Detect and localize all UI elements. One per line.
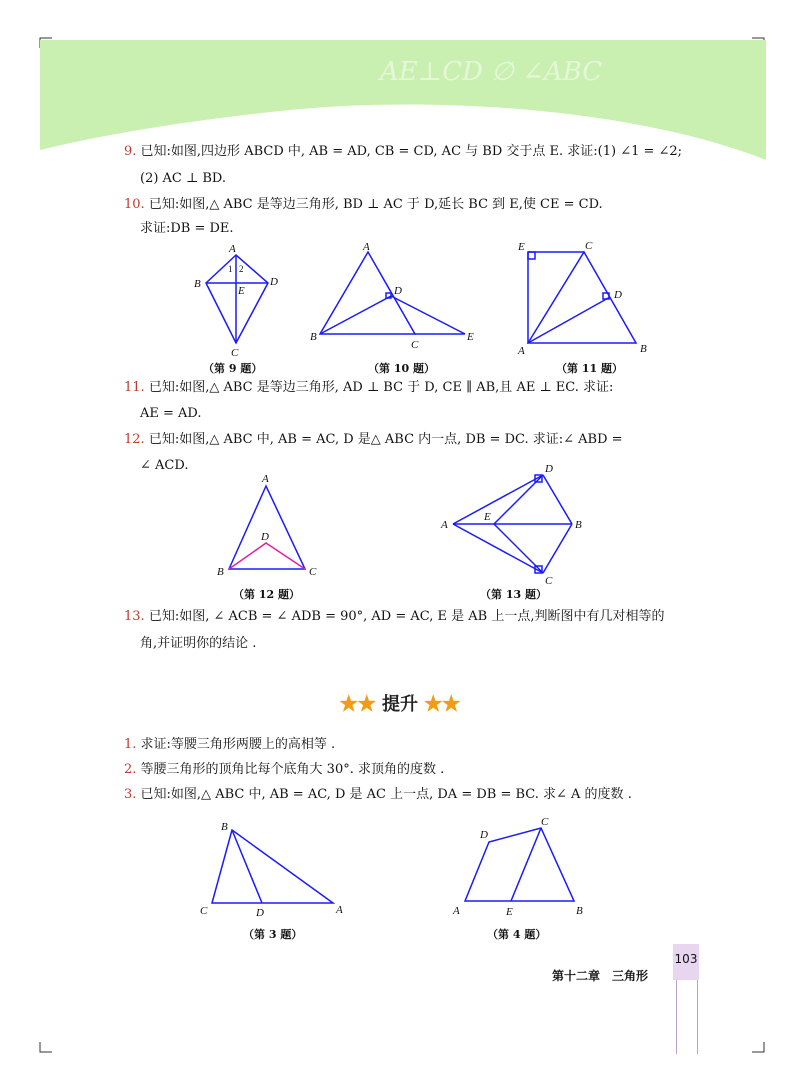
fig9-label-1: 1 (228, 264, 233, 274)
fig9-label-E: E (238, 285, 245, 297)
fig13-label-A: A (441, 519, 448, 531)
caption-fig-10: （第 10 题） (368, 362, 435, 375)
fig11-label-B: B (640, 343, 647, 355)
fig10-label-D: D (394, 285, 402, 297)
fig4-label-E: E (506, 906, 513, 918)
problem-10-number: 10. (124, 197, 145, 212)
advanced-3-text: 已知:如图,△ ABC 中, AB = AC, D 是 AC 上一点, DA = DB = BC. 求∠ A 的度数 . (140, 787, 632, 802)
caption-fig-4: （第 4 题） (487, 928, 547, 941)
advanced-1-text: 求证:等腰三角形两腰上的高相等 . (140, 737, 336, 752)
fig4-label-B: B (576, 905, 583, 917)
fig11-label-A: A (518, 345, 525, 357)
caption-fig-11: （第 11 题） (556, 362, 623, 375)
fig13-label-C: C (545, 575, 553, 587)
fig10-label-B: B (310, 331, 317, 343)
fig10-label-E: E (467, 331, 474, 343)
fig3-label-A: A (336, 904, 343, 916)
fig13-label-B: B (575, 519, 582, 531)
fig4-label-D: D (480, 829, 488, 841)
problem-10-line-2: 求证:DB = DE. (140, 221, 234, 236)
fig4-label-A: A (453, 905, 460, 917)
problem-12-line-2: ∠ ACD. (140, 458, 189, 473)
fig4-label-C: C (541, 816, 549, 828)
banner-decor-text: AE⊥CD ∅ ∠ABC (380, 57, 603, 87)
problem-12-number: 12. (124, 432, 145, 447)
advanced-2-number: 2. (124, 762, 137, 777)
advanced-1-number: 1. (124, 737, 137, 752)
caption-fig-3: （第 3 题） (243, 928, 303, 941)
fig10-label-C: C (411, 339, 419, 351)
problem-9-number: 9. (124, 144, 137, 159)
problem-9-text: 已知:如图,四边形 ABCD 中, AB = AD, CB = CD, AC 与 BD 交于点 E. 求证:(1) ∠1 = ∠2; (140, 144, 683, 159)
problem-13-text: 已知:如图, ∠ ACB = ∠ ADB = 90°, AD = AC, E 是 AB 上一点,判断图中有几对相等的 (148, 609, 665, 624)
caption-fig-13: （第 13 题） (480, 588, 547, 601)
fig9-label-B: B (194, 278, 201, 290)
fig13-label-D: D (545, 463, 553, 475)
problem-11-text: 已知:如图,△ ABC 是等边三角形, AD ⊥ BC 于 D, CE ∥ AB,且 AE ⊥ EC. 求证: (148, 380, 614, 395)
problem-11-line-2: AE = AD. (140, 406, 202, 421)
fig12-label-B: B (217, 566, 224, 578)
fig12-label-A: A (262, 473, 269, 485)
fig3-label-C: C (200, 905, 208, 917)
problem-13-number: 13. (124, 609, 145, 624)
fig9-label-2: 2 (239, 264, 244, 274)
fig11-label-E: E (518, 241, 525, 253)
problem-11-number: 11. (124, 380, 145, 395)
fig9-label-D: D (270, 276, 278, 288)
figure-3 (212, 830, 333, 903)
problem-12-text: 已知:如图,△ ABC 中, AB = AC, D 是△ ABC 内一点, DB = DC. 求证:∠ ABD = (148, 432, 623, 447)
problem-13-line-2: 角,并证明你的结论 . (140, 636, 257, 651)
page-number: 103 (674, 952, 698, 966)
star-icon: ★★ (339, 694, 376, 715)
advanced-3-number: 3. (124, 787, 137, 802)
star-icon: ★★ (424, 694, 461, 715)
fig3-label-B: B (221, 821, 228, 833)
chapter-footer: 第十二章 三角形 (552, 969, 649, 983)
section-title-text: 提升 (382, 694, 418, 715)
caption-fig-12: （第 12 题） (233, 588, 300, 601)
fig9-label-C: C (231, 347, 239, 359)
fig13-label-E: E (484, 511, 491, 523)
fig11-label-C: C (585, 240, 593, 252)
fig3-label-D: D (256, 907, 264, 919)
caption-fig-9: （第 9 题） (203, 362, 263, 375)
fig11-label-D: D (614, 289, 622, 301)
fig10-label-A: A (363, 241, 370, 253)
fig12-label-D: D (261, 531, 269, 543)
problem-9-line-2: (2) AC ⊥ BD. (140, 171, 227, 186)
fig9-label-A: A (229, 243, 236, 255)
fig12-label-C: C (309, 566, 317, 578)
problem-10-text: 已知:如图,△ ABC 是等边三角形, BD ⊥ AC 于 D,延长 BC 到 E,使 CE = CD. (148, 197, 603, 212)
advanced-2-text: 等腰三角形的顶角比每个底角大 30°. 求顶角的度数 . (140, 762, 445, 777)
